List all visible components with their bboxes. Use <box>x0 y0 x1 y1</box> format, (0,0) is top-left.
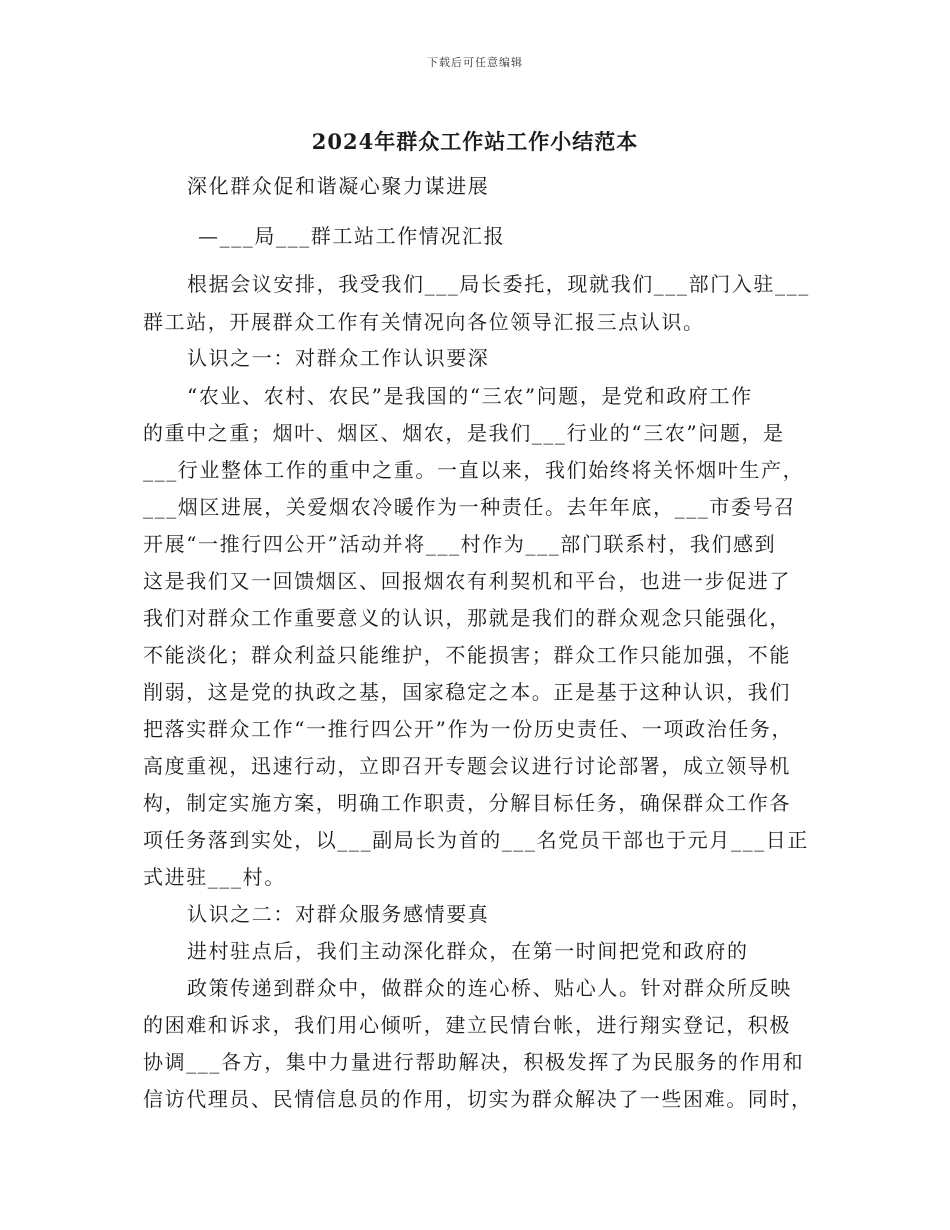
paragraph-line: 协调___各方，集中力量进行帮助解决，积极发挥了为民服务的作用和 <box>143 1050 805 1074</box>
paragraph-line: 构，制定实施方案，明确工作职责，分解目标任务，确保群众工作各 <box>143 791 791 815</box>
paragraph-line: 把落实群众工作“一推行四公开”作为一份历史责任、一项政治任务， <box>143 717 794 741</box>
subtitle: 深化群众促和谐凝心聚力谋进展 <box>187 174 490 198</box>
paragraph-line: 削弱，这是党的执政之基，国家稳定之本。正是基于这种认识，我们 <box>143 680 791 704</box>
document-title: 2024年群众工作站工作小结范本 <box>311 129 639 154</box>
paragraph-line: 开展“一推行四公开”活动并将___村作为___部门联系村，我们感到 <box>143 532 777 556</box>
paragraph-line: 群工站，开展群众工作有关情况向各位领导汇报三点认识。 <box>143 310 705 334</box>
page-header-note: 下载后可任意编辑 <box>427 56 523 69</box>
section-heading: 认识之二：对群众服务感情要真 <box>187 902 490 926</box>
paragraph-line: 进村驻点后，我们主动深化群众，在第一时间把党和政府的 <box>187 939 749 963</box>
paragraph-line: 政策传递到群众中，做群众的连心桥、贴心人。针对群众所反映 <box>187 976 792 1000</box>
paragraph-line: 我们对群众工作重要意义的认识，那就是我们的群众观念只能强化， <box>143 606 791 630</box>
paragraph-line: 的重中之重；烟叶、烟区、烟农，是我们___行业的“三农”问题，是 <box>143 421 785 445</box>
section-heading: 认识之一：对群众工作认识要深 <box>187 346 490 370</box>
paragraph-line: 高度重视，迅速行动，立即召开专题会议进行讨论部署，成立领导机 <box>143 754 791 778</box>
paragraph-line: “农业、农村、农民”是我国的“三农”问题，是党和政府工作 <box>187 384 753 408</box>
paragraph-line: 信访代理员、民情信息员的作用，切实为群众解决了一些困难。同时， <box>143 1087 813 1111</box>
paragraph-line: 式进驻___村。 <box>143 865 286 889</box>
paragraph-line: ___行业整体工作的重中之重。一直以来，我们始终将关怀烟叶生产， <box>143 458 805 482</box>
paragraph-line: 的困难和诉求，我们用心倾听，建立民情台帐，进行翔实登记，积极 <box>143 1013 791 1037</box>
report-line: —___局___群工站工作情况汇报 <box>198 224 506 248</box>
paragraph-line: ___烟区进展，关爱烟农冷暖作为一种责任。去年年底，___市委号召 <box>143 495 796 519</box>
paragraph-line: 这是我们又一回馈烟区、回报烟农有利契机和平台，也进一步促进了 <box>143 569 791 593</box>
paragraph-line: 项任务落到实处，以___副局长为首的___名党员干部也于元月___日正 <box>143 828 809 852</box>
paragraph-line: 不能淡化；群众利益只能维护，不能损害；群众工作只能加强，不能 <box>143 643 791 667</box>
paragraph-line: 根据会议安排，我受我们___局长委托，现就我们___部门入驻___ <box>187 272 810 296</box>
